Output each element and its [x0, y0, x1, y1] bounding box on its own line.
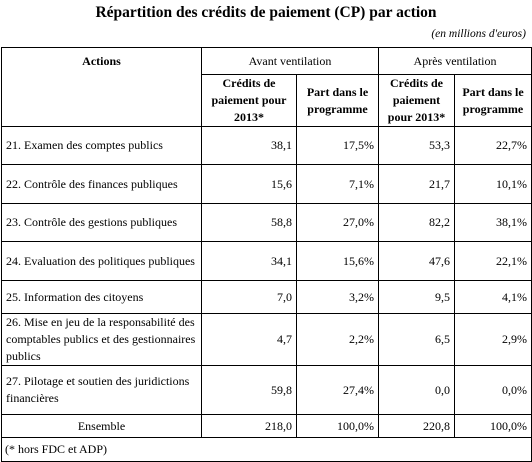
table-title: Répartition des crédits de paiement (CP) par action: [95, 4, 437, 21]
avant-credits-cell: 7,0: [202, 281, 297, 314]
footnote: (* hors FDC et ADP): [2, 438, 532, 462]
apres-part-cell: 10,1%: [455, 165, 532, 204]
apres-part-cell: 38,1%: [455, 204, 532, 242]
apres-part-cell: 22,1%: [455, 242, 532, 281]
row-label: 23. Contrôle des gestions publiques: [2, 204, 202, 242]
avant-part-cell: 7,1%: [297, 165, 379, 204]
apres-part-cell: 22,7%: [455, 127, 532, 165]
table-row: [2, 204, 532, 242]
header-apres-part: Part dans le programme: [455, 75, 532, 127]
apres-part-cell: 0,0%: [455, 366, 532, 415]
header-apres-ventilation: Après ventilation: [379, 48, 532, 75]
apres-credits-cell: 21,7: [379, 165, 455, 204]
table-row: [2, 242, 532, 281]
header-row-groups: [2, 48, 532, 75]
unit-note: (en millions d'euros): [431, 28, 526, 40]
header-avant-credits: Crédits de paiement pour 2013*: [202, 75, 297, 127]
avant-credits-cell: 15,6: [202, 165, 297, 204]
avant-credits-cell: 4,7: [202, 314, 297, 366]
avant-part-cell: 27,4%: [297, 366, 379, 415]
apres-credits-cell: 9,5: [379, 281, 455, 314]
total-row: [2, 415, 532, 438]
header-apres-credits: Crédits de paiement pour 2013*: [379, 75, 455, 127]
row-label: 25. Information des citoyens: [2, 281, 202, 314]
row-label: 24. Evaluation des politiques publiques: [2, 242, 202, 281]
total-avant-credits: 218,0: [202, 415, 297, 438]
row-label: 27. Pilotage et soutien des juridictions financières: [2, 366, 202, 415]
table-row: [2, 314, 532, 366]
apres-part-cell: 4,1%: [455, 281, 532, 314]
avant-part-cell: 2,2%: [297, 314, 379, 366]
apres-credits-cell: 53,3: [379, 127, 455, 165]
header-avant-ventilation: Avant ventilation: [202, 48, 379, 75]
total-apres-part: 100,0%: [455, 415, 532, 438]
avant-credits-cell: 38,1: [202, 127, 297, 165]
avant-part-cell: 17,5%: [297, 127, 379, 165]
avant-credits-cell: 34,1: [202, 242, 297, 281]
apres-credits-cell: 0,0: [379, 366, 455, 415]
table-row: [2, 165, 532, 204]
apres-credits-cell: 6,5: [379, 314, 455, 366]
avant-credits-cell: 58,8: [202, 204, 297, 242]
row-label: 26. Mise en jeu de la responsabilité des comptables publics et des gestionnaires publics: [2, 314, 202, 366]
apres-credits-cell: 82,2: [379, 204, 455, 242]
total-avant-part: 100,0%: [297, 415, 379, 438]
table-row: [2, 366, 532, 415]
apres-credits-cell: 47,6: [379, 242, 455, 281]
avant-part-cell: 3,2%: [297, 281, 379, 314]
avant-credits-cell: 59,8: [202, 366, 297, 415]
row-label: 21. Examen des comptes publics: [2, 127, 202, 165]
header-actions: Actions: [2, 48, 202, 127]
credits-table: [1, 47, 532, 462]
avant-part-cell: 27,0%: [297, 204, 379, 242]
row-label: 22. Contrôle des finances publiques: [2, 165, 202, 204]
table-row: [2, 281, 532, 314]
total-apres-credits: 220,8: [379, 415, 455, 438]
footnote-row: [2, 438, 532, 462]
header-avant-part: Part dans le programme: [297, 75, 379, 127]
table-row: [2, 127, 532, 165]
apres-part-cell: 2,9%: [455, 314, 532, 366]
total-label: Ensemble: [2, 415, 202, 438]
avant-part-cell: 15,6%: [297, 242, 379, 281]
